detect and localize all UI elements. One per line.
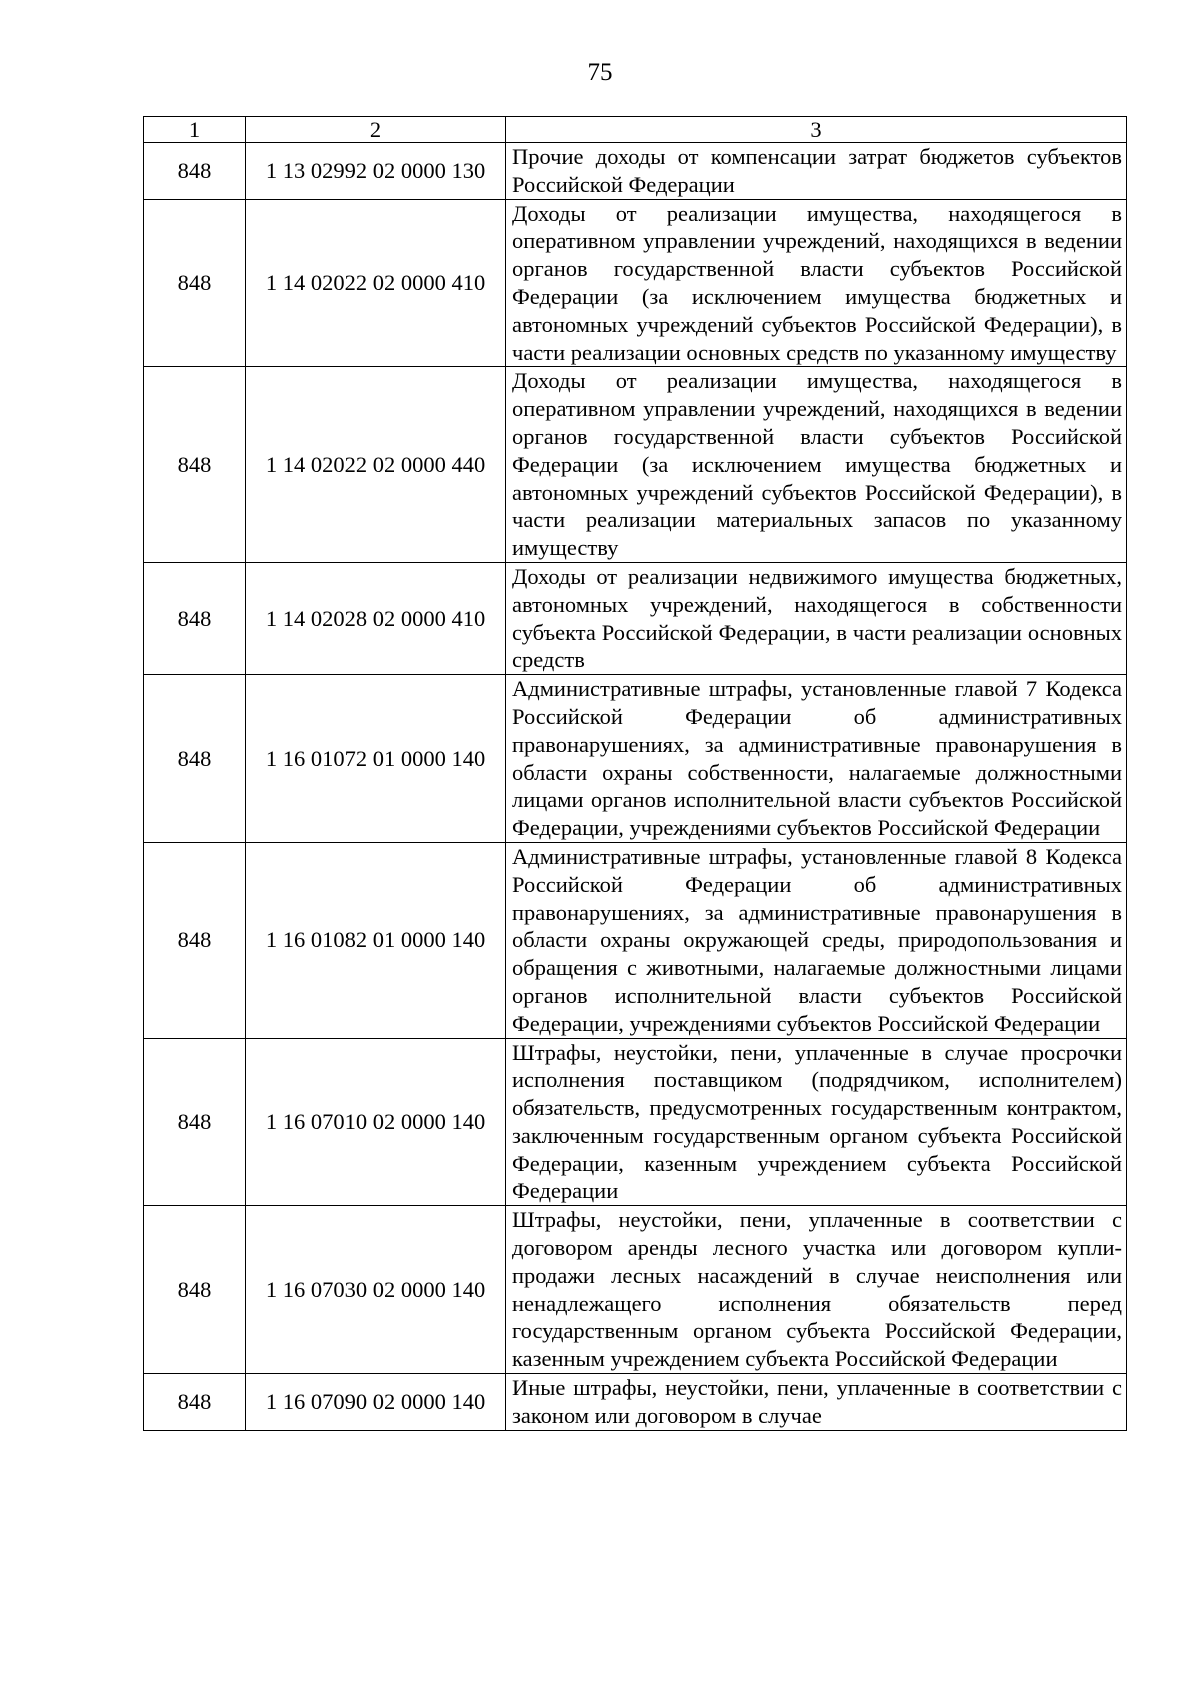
admin-code-cell: 848 — [144, 199, 246, 367]
column-header-1: 1 — [144, 117, 246, 143]
income-code-cell: 1 14 02022 02 0000 410 — [246, 199, 506, 367]
admin-code-cell: 848 — [144, 1206, 246, 1374]
income-name-cell: Иные штрафы, неустойки, пени, уплаченные в соответствии с законом или договором в случае — [506, 1374, 1127, 1431]
table-row — [144, 675, 1127, 843]
income-code-cell: 1 16 07010 02 0000 140 — [246, 1038, 506, 1206]
admin-code-cell: 848 — [144, 842, 246, 1038]
income-code-cell: 1 16 01072 01 0000 140 — [246, 675, 506, 843]
income-name-cell: Штрафы, неустойки, пени, уплаченные в соответствии с договором аренды лесного участка или договором купли-продажи лесных насаждений в случае неисполнения или ненадлежащего исполнения обязательств перед государственным органом субъекта Российской Федерации, казенным учреждением субъекта Российской Федерации — [506, 1206, 1127, 1374]
income-name-cell: Административные штрафы, установленные главой 7 Кодекса Российской Федерации об административных правонарушениях, за административные правонарушения в области охраны собственности, налагаемые должностными лицами органов исполнительной власти субъектов Российской Федерации, учреждениями субъектов Российской Федерации — [506, 675, 1127, 843]
table-header-row — [144, 117, 1127, 143]
admin-code-cell: 848 — [144, 675, 246, 843]
admin-code-cell: 848 — [144, 1038, 246, 1206]
income-code-cell: 1 14 02022 02 0000 440 — [246, 367, 506, 563]
page-number: 75 — [587, 59, 613, 86]
table-row — [144, 842, 1127, 1038]
admin-code-cell: 848 — [144, 367, 246, 563]
table-row — [144, 367, 1127, 563]
table-row — [144, 562, 1127, 674]
income-name-cell: Штрафы, неустойки, пени, уплаченные в случае просрочки исполнения поставщиком (подрядчиком, исполнителем) обязательств, предусмотренных государственным контрактом, заключенным государственным органом субъекта Российской Федерации, казенным учреждением субъекта Российской Федерации — [506, 1038, 1127, 1206]
income-name-cell: Доходы от реализации имущества, находящегося в оперативном управлении учреждений, находящихся в ведении органов государственной власти субъектов Российской Федерации (за исключением имущества бюджетных и автономных учреждений субъектов Российской Федерации), в части реализации материальных запасов по указанному имуществу — [506, 367, 1127, 563]
income-codes-table — [143, 116, 1127, 1431]
income-name-cell: Доходы от реализации имущества, находящегося в оперативном управлении учреждений, находящихся в ведении органов государственной власти субъектов Российской Федерации (за исключением имущества бюджетных и автономных учреждений субъектов Российской Федерации), в части реализации основных средств по указанному имуществу — [506, 199, 1127, 367]
table-row — [144, 1206, 1127, 1374]
column-header-2: 2 — [246, 117, 506, 143]
income-code-cell: 1 16 07030 02 0000 140 — [246, 1206, 506, 1374]
admin-code-cell: 848 — [144, 562, 246, 674]
table-row — [144, 1038, 1127, 1206]
table-row — [144, 199, 1127, 367]
income-name-cell: Прочие доходы от компенсации затрат бюджетов субъектов Российской Федерации — [506, 143, 1127, 200]
income-name-cell: Административные штрафы, установленные главой 8 Кодекса Российской Федерации об административных правонарушениях, за административные правонарушения в области охраны окружающей среды, природопользования и обращения с животными, налагаемые должностными лицами органов исполнительной власти субъектов Российской Федерации, учреждениями субъектов Российской Федерации — [506, 842, 1127, 1038]
income-name-cell: Доходы от реализации недвижимого имущества бюджетных, автономных учреждений, находящегося в собственности субъекта Российской Федерации, в части реализации основных средств — [506, 562, 1127, 674]
table-row — [144, 1374, 1127, 1431]
income-code-cell: 1 14 02028 02 0000 410 — [246, 562, 506, 674]
admin-code-cell: 848 — [144, 1374, 246, 1431]
income-code-cell: 1 16 01082 01 0000 140 — [246, 842, 506, 1038]
admin-code-cell: 848 — [144, 143, 246, 200]
income-code-cell: 1 13 02992 02 0000 130 — [246, 143, 506, 200]
column-header-3: 3 — [506, 117, 1127, 143]
income-code-cell: 1 16 07090 02 0000 140 — [246, 1374, 506, 1431]
table-row — [144, 143, 1127, 200]
